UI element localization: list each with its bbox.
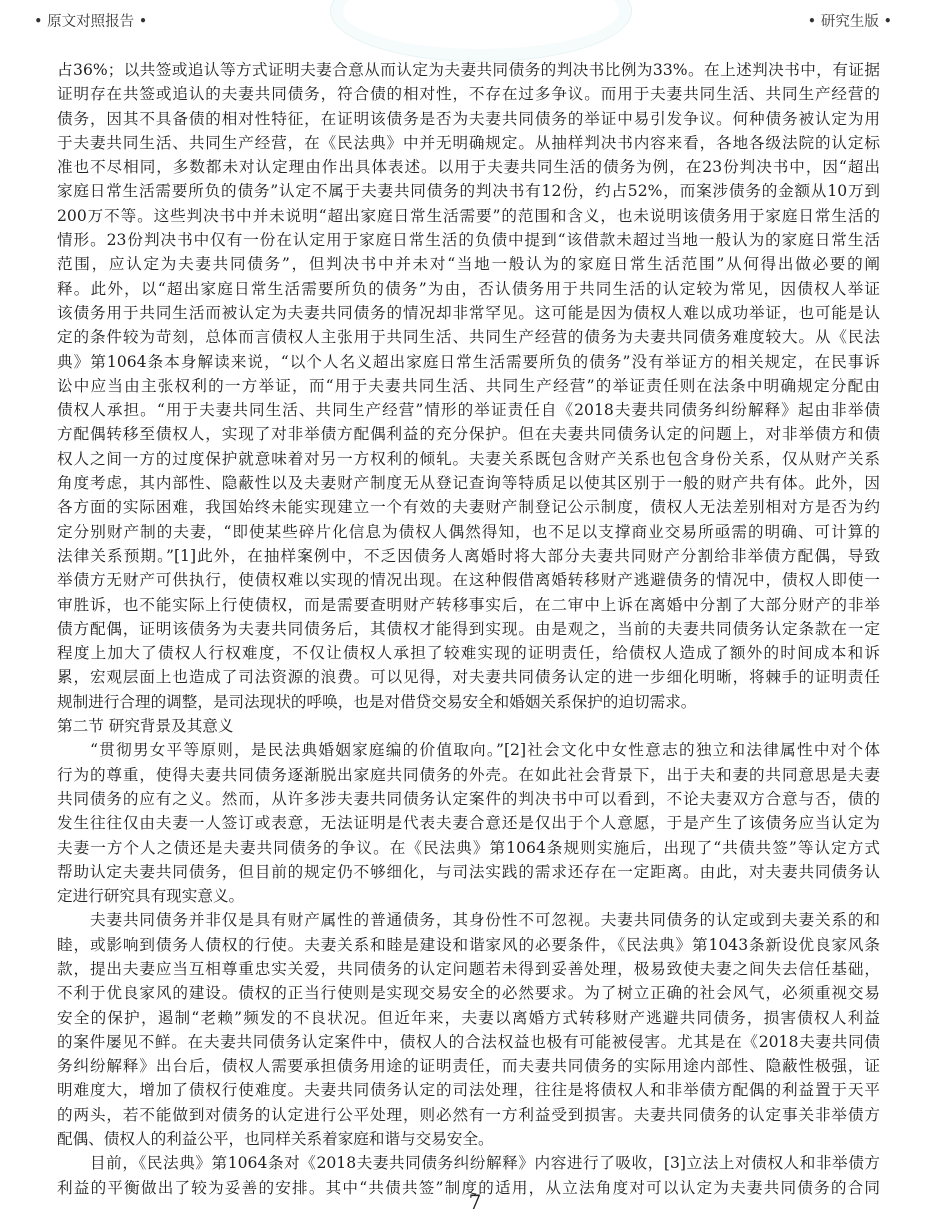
text-line: 累，宏观层面上也造成了司法资源的浪费。可以见得，对夫妻共同债务认定的进一步细化明晰，将棘手的证明责任	[57, 668, 880, 687]
text-line: 家庭日常生活需要所负的债务”认定不属于夫妻共同债务的判决书有12份，约占52%，而案涉债务的金额从10万到	[57, 182, 880, 201]
text-line: 务纠纷解释》出台后，债权人需要承担债务用途的证明责任，而夫妻共同债务的实际用途内部性、隐蔽性极强，证	[57, 1057, 880, 1076]
text-line: 定分别财产制的夫妻，“即使某些碎片化信息为债权人偶然得知，也不足以支撑商业交易所亟需的明确、可计算的	[57, 522, 880, 541]
text-line: 明难度大，增加了债权行使难度。夫妻共同债务认定的司法处理，往往是将债权人和非举债方配偶的利益置于天平	[57, 1081, 880, 1100]
text-line: 不利于优良家风的建设。债权的正当行使则是实现交易安全的必然要求。为了树立正确的社会风气，必须重视交易	[57, 984, 880, 1003]
text-line: 债方配偶，证明该债务为夫妻共同债务后，其债权才能得到实现。由是观之，当前的夫妻共同债务认定条款在一定	[57, 619, 880, 638]
edition-label: • 研究生版 •	[807, 14, 892, 30]
text-line: 定的条件较为苛刻，总体而言债权人主张用于共同生活、共同生产经营的债务为夫妻共同债务难度较大。从《民法	[57, 328, 880, 347]
text-line: 夫妻共同债务并非仅是具有财产属性的普通债务，其身份性不可忽视。夫妻共同债务的认定或到夫妻关系的和	[90, 911, 880, 930]
text-line: 审胜诉，也不能实际上行使债权，而是需要查明财产转移事实后，在二审中上诉在离婚中分割了大部分财产的非举	[57, 595, 880, 614]
paragraph	[57, 58, 880, 714]
text-line: 债权人承担。“用于夫妻共同生活、共同生产经营”情形的举证责任自《2018夫妻共同债务纠纷解释》起由非举债	[57, 401, 880, 420]
text-line: 的案件屡见不鲜。在夫妻共同债务认定案件中，债权人的合法权益也极有可能被侵害。尤其是在《2018夫妻共同债	[57, 1032, 880, 1051]
section-heading: 第二节 研究背景及其意义	[57, 717, 234, 736]
text-line: 于夫妻共同生活、共同生产经营，在《民法典》中并无明确规定。从抽样判决书内容来看，各地各级法院的认定标	[57, 133, 880, 152]
page-number: 7	[468, 1190, 482, 1214]
text-line: 安全的保护，遏制“老赖”频发的不良状况。但近年来，夫妻以离婚方式转移财产逃避共同债务，损害债权人利益	[57, 1008, 880, 1027]
text-line: 权人之间一方的过度保护就意味着对另一方权利的倾轧。夫妻关系既包含财产关系也包含身份关系，仅从财产关系	[57, 449, 880, 468]
text-line: 夫妻一方个人之债还是夫妻共同债务的争议。在《民法典》第1064条规则实施后，出现了“共债共签”等认定方式	[57, 838, 880, 857]
text-line: 的两头，若不能做到对债务的认定进行公平处理，则必然有一方利益受到损害。夫妻共同债务的认定事关非举债方	[57, 1105, 880, 1124]
text-line: 范围，应认定为夫妻共同债务”，但判决书中并未对“当地一般认为的家庭日常生活范围”从何得出做必要的阐	[57, 255, 880, 274]
text-line: 债务，因其不具备债的相对性特征，在证明该债务是否为夫妻共同债务的举证中易引发争议。何种债务被认定为用	[57, 109, 880, 128]
text-line: 占36%；以共签或追认等方式证明夫妻合意从而认定为夫妻共同债务的判决书比例为33%。在上述判决书中，有证据	[57, 61, 880, 79]
paragraph	[57, 738, 880, 908]
text-line: 规制进行合理的调整，是司法现状的呼唤，也是对借贷交易安全和婚姻关系保护的迫切需求。	[57, 692, 697, 711]
text-line: 睦，或影响到债务人债权的行使。夫妻关系和睦是建设和谐家风的必要条件，《民法典》第1043条新设优良家风条	[57, 935, 880, 954]
text-line: 该债务用于共同生活而被认定为夫妻共同债务的情况却非常罕见。这可能是因为债权人难以成功举证，也可能是认	[57, 303, 880, 322]
text-line: 情形。23份判决书中仅有一份在认定用于家庭日常生活的负债中提到“该借款未超过当地一般认为的家庭日常生活	[57, 231, 880, 250]
text-line: 共同债务的应有之义。然而，从许多涉夫妻共同债务认定案件的判决书中可以看到，不论夫妻双方合意与否，债的	[57, 789, 880, 808]
paragraph	[57, 908, 880, 1151]
text-line: 定进行研究具有现实意义。	[57, 887, 245, 906]
text-line: 举债方无财产可供执行，使债权难以实现的情况出现。在这种假借离婚转移财产逃避债务的情况中，债权人即使一	[57, 571, 880, 590]
text-line: 程度上加大了债权人行权难度，不仅让债权人承担了较难实现的证明责任，给债权人造成了额外的时间成本和诉	[57, 644, 880, 663]
text-line: 利益的平衡做出了较为妥善的安排。其中“共债共签”制度的适用，从立法角度对可以认定为夫妻共同债务的合同	[57, 1178, 880, 1197]
document-body	[57, 58, 880, 1200]
report-type-label: • 原文对照报告 •	[34, 14, 148, 30]
text-line: 方配偶转移至债权人，实现了对非举债方配偶利益的充分保护。但在夫妻共同债务认定的问题上，对非举债方和债	[57, 425, 880, 444]
text-line: 准也不尽相同，多数都未对认定理由作出具体表述。以用于夫妻共同生活的债务为例，在23份判决书中，因“超出	[57, 158, 880, 177]
decorative-watermark-ornament	[330, 0, 632, 62]
text-line: 释。此外，以“超出家庭日常生活需要所负的债务”为由，否认债务用于共同生活的认定较为常见，因债权人举证	[57, 279, 880, 298]
text-line: 各方面的实际困难，我国始终未能实现建立一个有效的夫妻财产制登记公示制度，债权人无法差别相对方是否为约	[57, 498, 880, 517]
text-line: “贯彻男女平等原则，是民法典婚姻家庭编的价值取向。”[2]社会文化中女性意志的独立和法律属性中对个体	[90, 741, 880, 760]
text-line: 证明存在共签或追认的夫妻共同债务，符合债的相对性，不存在过多争议。而用于夫妻共同生活、共同生产经营的	[57, 85, 880, 104]
text-line: 典》第1064条本身解读来说，“以个人名义超出家庭日常生活需要所负的债务”没有举证方的相关规定，在民事诉	[57, 352, 880, 371]
text-line: 款，提出夫妻应当互相尊重忠实关爱，共同债务的认定问题若未得到妥善处理，极易致使夫妻之间失去信任基础，	[57, 959, 880, 978]
text-line: 法律关系预期。”[1]此外，在抽样案例中，不乏因债务人离婚时将大部分夫妻共同财产分割给非举债方配偶，导致	[57, 546, 880, 565]
text-line: 目前，《民法典》第1064条对《2018夫妻共同债务纠纷解释》内容进行了吸收，[3]立法上对债权人和非举债方	[90, 1154, 880, 1173]
text-line: 配偶、债权人的利益公平，也同样关系着家庭和谐与交易安全。	[57, 1130, 494, 1149]
text-line: 发生往往仅由夫妻一人签订或表意，无法证明是代表夫妻合意还是仅出于个人意愿，于是产生了该债务应当认定为	[57, 814, 880, 833]
text-line: 讼中应当由主张权利的一方举证，而“用于夫妻共同生活、共同生产经营”的举证责任则在法条中明确规定分配由	[57, 376, 880, 395]
text-line: 角度考虑，其内部性、隐蔽性以及夫妻财产制度无从登记查询等特质足以使其区别于一般的财产共有体。此外，因	[57, 474, 880, 493]
text-line: 200万不等。这些判决书中并未说明“超出家庭日常生活需要”的范围和含义，也未说明该债务用于家庭日常生活的	[57, 206, 880, 225]
text-line: 行为的尊重，使得夫妻共同债务逐渐脱出家庭共同债务的外壳。在如此社会背景下，出于夫和妻的共同意思是夫妻	[57, 765, 880, 784]
text-line: 帮助认定夫妻共同债务，但目前的规定仍不够细化，与司法实践的需求还存在一定距离。由此，对夫妻共同债务认	[57, 862, 880, 881]
